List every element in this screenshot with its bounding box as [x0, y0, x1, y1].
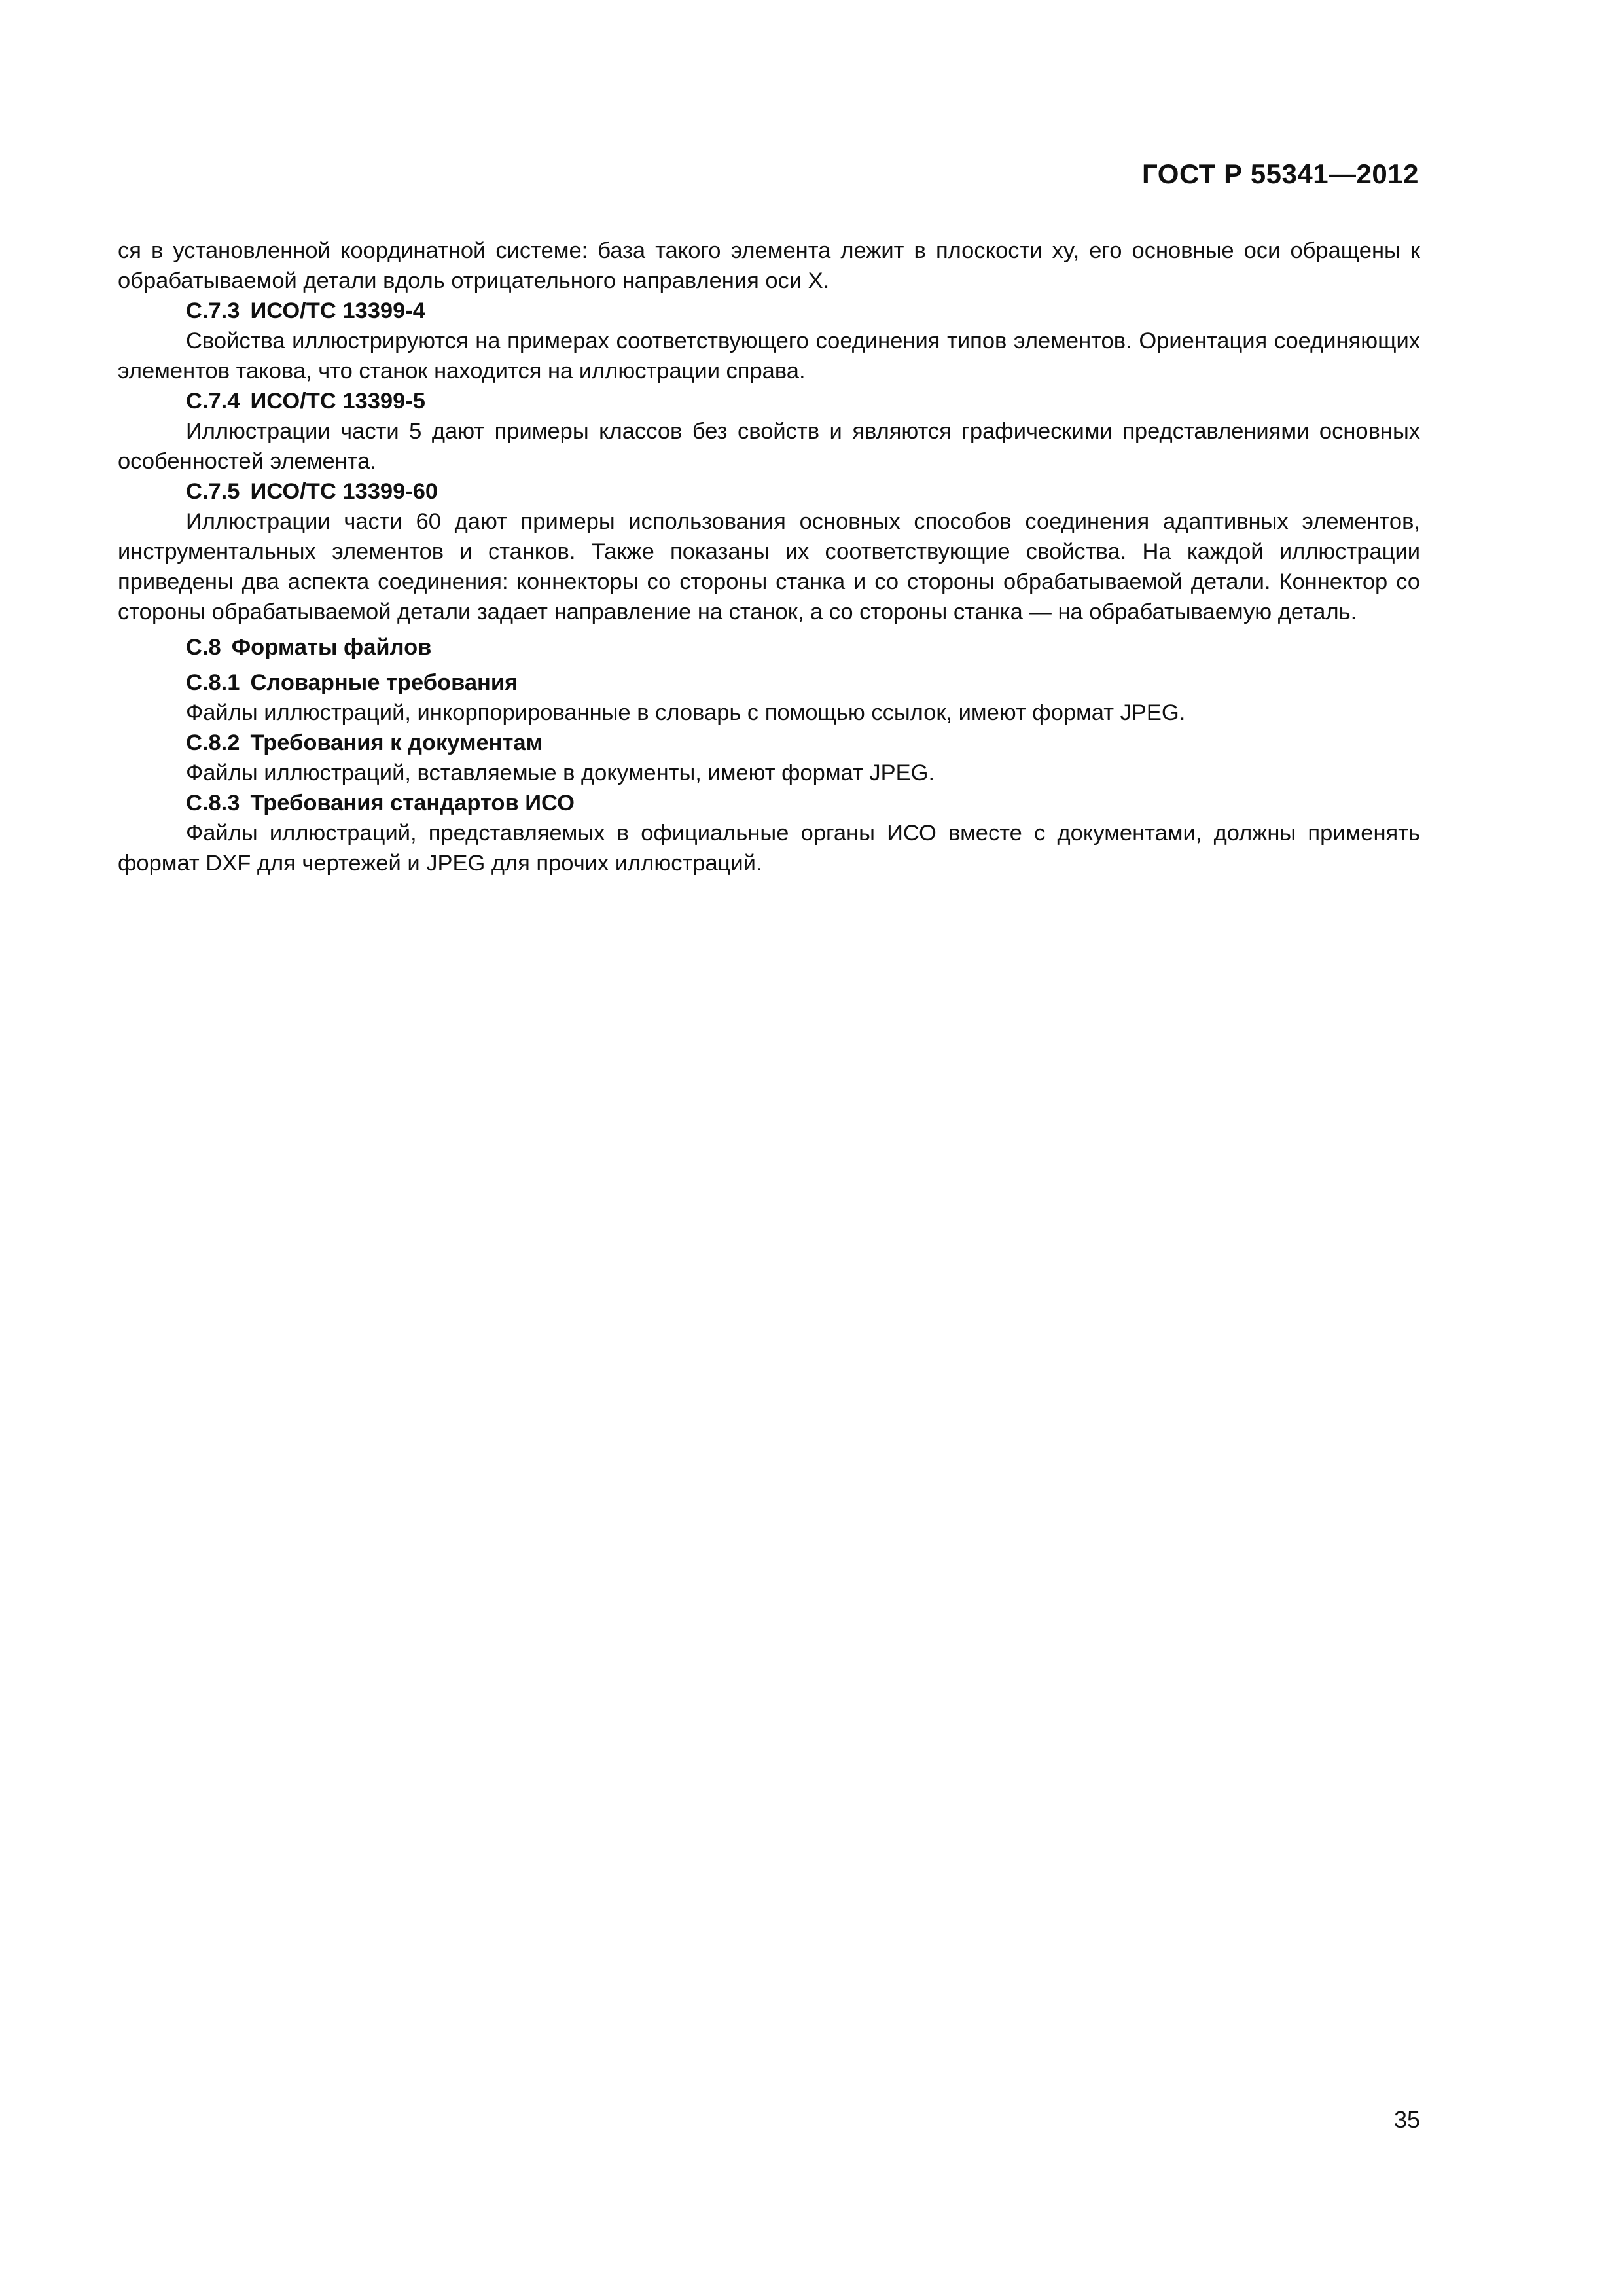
paragraph-c73: Свойства иллюстрируются на примерах соответствующего соединения типов элементов. Ориентация соединяющих элементов такова, что станок находится на иллюстрации справа. — [118, 329, 1420, 384]
document-code: ГОСТ Р 55341—2012 — [1142, 158, 1419, 189]
section-number: С.8.3 — [186, 791, 240, 816]
paragraph-continuation: ся в установленной координатной системе: база такого элемента лежит в плоскости xy, его основные оси обращены к обрабатываемой детали вдоль отрицательного направления оси X. — [118, 238, 1420, 293]
section-number: С.8.2 — [186, 730, 240, 755]
section-heading-c83 — [118, 788, 1420, 818]
section-heading-c8 — [118, 632, 1420, 662]
section-heading-c73 — [118, 296, 1420, 326]
paragraph-c75: Иллюстрации части 60 дают примеры использования основных способов соединения адаптивных элементов, инструментальных элементов и станков. Также показаны их соответствующие свойства. На каждой иллюстрации приведены два аспекта соединения: коннекторы со стороны станка и со стороны обрабатываемой детали. Коннектор со стороны обрабатываемой детали задает направление на станок, а со стороны станка — на обрабатываемую деталь. — [118, 509, 1420, 624]
section-title: Требования стандартов ИСО — [250, 791, 575, 816]
section-heading-c74 — [118, 386, 1420, 416]
section-heading-c81 — [118, 668, 1420, 698]
section-number: С.8.1 — [186, 670, 240, 695]
section-number: С.7.5 — [186, 479, 240, 504]
section-number: С.7.3 — [186, 298, 240, 323]
section-title: ИСО/ТС 13399-60 — [250, 479, 438, 504]
section-title: Требования к документам — [250, 730, 543, 755]
section-title: Словарные требования — [250, 670, 518, 695]
page-number: 35 — [1393, 2106, 1420, 2133]
section-title: Форматы файлов — [231, 635, 432, 660]
paragraph-c83: Файлы иллюстраций, представляемых в официальные органы ИСО вместе с документами, должны применять формат DXF для чертежей и JPEG для прочих иллюстраций. — [118, 821, 1420, 876]
section-number: С.8 — [186, 635, 221, 660]
section-heading-c75 — [118, 476, 1420, 507]
paragraph-c82: Файлы иллюстраций, вставляемые в документы, имеют формат JPEG. — [186, 761, 935, 785]
paragraph-c74: Иллюстрации части 5 дают примеры классов без свойств и являются графическими представлениями основных особенностей элемента. — [118, 419, 1420, 474]
section-number: С.7.4 — [186, 389, 240, 414]
paragraph-c81: Файлы иллюстраций, инкорпорированные в словарь с помощью ссылок, имеют формат JPEG. — [186, 700, 1186, 725]
section-heading-c82 — [118, 728, 1420, 758]
document-body — [118, 236, 1420, 878]
section-title: ИСО/ТС 13399-5 — [250, 389, 425, 414]
section-title: ИСО/ТС 13399-4 — [250, 298, 425, 323]
